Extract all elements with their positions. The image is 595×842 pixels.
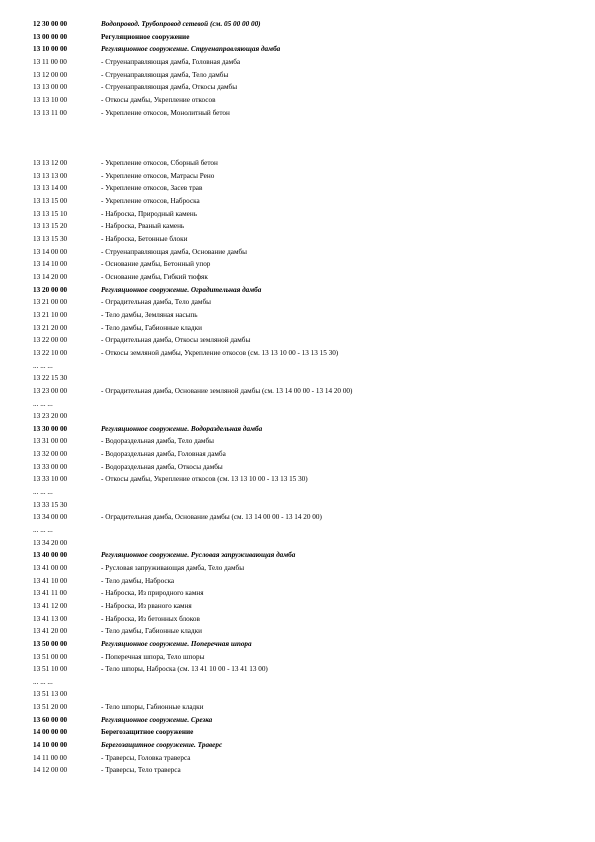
classifier-description: - Поперечная шпора, Тело шпоры (101, 652, 205, 661)
classifier-code: 13 33 15 30 (33, 500, 68, 509)
classifier-code: 13 41 11 00 (33, 589, 67, 598)
classifier-code: 13 51 13 00 (33, 690, 68, 699)
classifier-row (0, 349, 595, 360)
classifier-code: 13 41 13 00 (33, 614, 68, 623)
classifier-code: 13 51 00 00 (33, 652, 68, 661)
classifier-code: 13 41 20 00 (33, 627, 68, 636)
classifier-row (0, 539, 595, 550)
classifier-row (0, 71, 595, 82)
classifier-row (0, 564, 595, 575)
classifier-row (0, 425, 595, 436)
classifier-row (0, 311, 595, 322)
classifier-code: 14 10 00 00 (33, 741, 68, 750)
classifier-code: 13 00 00 00 (33, 32, 68, 41)
classifier-description: - Тело дамбы, Земляная насыпь (101, 310, 198, 319)
classifier-code: 13 41 12 00 (33, 601, 68, 610)
classifier-row (0, 298, 595, 309)
classifier-row (0, 627, 595, 638)
classifier-row (0, 147, 595, 158)
classifier-description: - Траверсы, Головка траверса (101, 753, 191, 762)
classifier-row (0, 387, 595, 398)
classifier-code: 13 13 15 00 (33, 197, 68, 206)
classifier-description: - Наброска, Из бетонных блоков (101, 614, 200, 623)
classifier-code: 13 21 10 00 (33, 310, 68, 319)
classifier-code: 13 13 15 30 (33, 235, 68, 244)
classifier-description: - Струенаправляющая дамба, Основание дамбы (101, 247, 247, 256)
classifier-description: - Откосы дамбы, Укрепление откосов (101, 95, 216, 104)
classifier-description: - Оградительная дамба, Откосы земляной дамбы (101, 336, 251, 345)
classifier-description: Водопровод. Трубопровод сетевой (см. 05 00 00 00) (101, 20, 261, 28)
classifier-description: - Наброска, Природный камень (101, 209, 197, 218)
classifier-description: Берегозащитное сооружение. Траверс (101, 741, 223, 750)
classifier-description: - Оградительная дамба, Тело дамбы (101, 298, 211, 307)
classifier-code: 13 50 00 00 (33, 639, 68, 648)
classifier-row (0, 653, 595, 664)
classifier-row (0, 83, 595, 94)
classifier-row (0, 197, 595, 208)
classifier-code: 13 13 14 00 (33, 184, 68, 193)
classifier-code: 13 34 00 00 (33, 513, 68, 522)
classifier-row (0, 766, 595, 777)
classifier-row (0, 374, 595, 385)
classifier-code: 13 22 15 30 (33, 374, 68, 383)
classifier-code: 13 33 00 00 (33, 462, 68, 471)
classifier-description: Берегозащитное сооружение (101, 728, 194, 737)
classifier-description: - Укрепление откосов, Монолитный бетон (101, 108, 230, 117)
classifier-row (0, 475, 595, 486)
classifier-code: ... ... ... (33, 526, 53, 534)
classifier-code: 13 14 20 00 (33, 273, 68, 281)
classifier-row (0, 324, 595, 335)
classifier-row (0, 678, 595, 689)
classifier-description: - Водораздельная дамба, Откосы дамбы (101, 462, 223, 471)
classifier-row (0, 551, 595, 562)
classifier-row (0, 159, 595, 170)
classifier-description: Регуляционное сооружение. Поперечная шпора (101, 639, 252, 648)
classifier-code: 13 60 00 00 (33, 715, 68, 724)
classifier-code: 13 41 10 00 (33, 576, 68, 585)
classifier-code: 13 34 20 00 (33, 538, 68, 547)
classifier-row (0, 20, 595, 31)
classifier-row (0, 754, 595, 765)
classifier-row (0, 615, 595, 626)
classifier-code: 14 11 00 00 (33, 753, 67, 762)
classifier-row (0, 526, 595, 537)
classifier-description: - Струенаправляющая дамба, Откосы дамбы (101, 83, 238, 92)
classifier-code: 13 30 00 00 (33, 424, 68, 433)
classifier-row (0, 33, 595, 44)
classifier-code: ... ... ... (33, 488, 53, 497)
classifier-code: 13 13 15 10 (33, 209, 68, 218)
classifier-row (0, 602, 595, 613)
classifier-code: 13 13 15 20 (33, 222, 68, 231)
classifier-code: ... ... ... (33, 361, 53, 370)
classifier-description: - Струенаправляющая дамба, Головная дамба (101, 57, 241, 66)
classifier-code: 13 13 12 00 (33, 159, 68, 168)
classifier-code: 13 51 10 00 (33, 665, 68, 674)
classifier-code: 13 40 00 00 (33, 551, 68, 560)
classifier-row (0, 400, 595, 411)
classifier-row (0, 437, 595, 448)
classifier-row (0, 336, 595, 347)
classifier-row (0, 463, 595, 474)
classifier-code: 13 13 11 00 (33, 108, 67, 117)
classifier-code: 13 22 10 00 (33, 348, 68, 357)
classifier-description: - Откосы дамбы, Укрепление откосов (см. 13 13 10 00 - 13 13 15 30) (101, 475, 308, 484)
classifier-row (0, 703, 595, 714)
classifier-description: Регуляционное сооружение. Струенаправляющая дамба (101, 45, 281, 54)
classifier-description: - Водораздельная дамба, Тело дамбы (101, 437, 214, 446)
classifier-description: - Оградительная дамба, Основание дамбы (см. 13 14 00 00 - 13 14 20 00) (101, 513, 322, 522)
classifier-description: - Наброска, Из природного камня (101, 589, 204, 598)
classifier-code: 13 33 10 00 (33, 475, 68, 484)
classifier-code: 12 30 00 00 (33, 20, 68, 28)
classifier-code: 13 21 00 00 (33, 298, 68, 307)
classifier-code: 14 12 00 00 (33, 766, 68, 775)
classifier-code: 13 13 00 00 (33, 83, 68, 92)
classifier-row (0, 716, 595, 727)
classifier-description: - Тело дамбы, Габионные кладки (101, 323, 202, 332)
classifier-row (0, 172, 595, 183)
classifier-description: - Тело шпоры, Наброска (см. 13 41 10 00 - 13 41 13 00) (101, 665, 268, 674)
classifier-description: - Водораздельная дамба, Головная дамба (101, 450, 226, 459)
classifier-code: ... ... ... (33, 677, 53, 686)
classifier-row (0, 109, 595, 120)
classifier-description: - Струенаправляющая дамба, Тело дамбы (101, 70, 229, 79)
classifier-description: - Основание дамбы, Бетонный упор (101, 260, 211, 269)
classifier-code: 13 51 20 00 (33, 703, 68, 712)
classifier-row (0, 248, 595, 259)
classifier-description: - Основание дамбы, Гибкий тюфяк (101, 273, 208, 281)
classifier-code: 13 20 00 00 (33, 285, 68, 294)
classifier-description: - Тело дамбы, Наброска (101, 576, 175, 585)
classifier-code: ... ... ... (33, 399, 53, 408)
classifier-row (0, 577, 595, 588)
classifier-code: 13 32 00 00 (33, 450, 68, 459)
classifier-code: 13 41 00 00 (33, 563, 68, 572)
classifier-description: - Траверсы, Тело траверса (101, 766, 181, 775)
classifier-description: Регуляционное сооружение. Русловая запруживающая дамба (101, 551, 296, 560)
classifier-row (0, 690, 595, 701)
classifier-row (0, 121, 595, 132)
classifier-description: Регуляционное сооружение. Водораздельная дамба (101, 424, 263, 433)
classifier-row (0, 273, 595, 284)
classifier-row (0, 45, 595, 56)
classifier-row (0, 412, 595, 423)
classifier-code: 13 10 00 00 (33, 45, 68, 54)
classifier-row (0, 728, 595, 739)
classifier-row (0, 260, 595, 271)
classifier-row (0, 235, 595, 246)
classifier-description: Регуляционное сооружение (101, 32, 190, 41)
classifier-description: - Укрепление откосов, Матрасы Рено (101, 171, 215, 180)
classifier-code: 13 31 00 00 (33, 437, 68, 446)
classifier-row (0, 222, 595, 233)
classifier-code: 13 23 20 00 (33, 412, 68, 421)
classifier-row (0, 210, 595, 221)
classifier-code: 14 00 00 00 (33, 728, 68, 737)
classifier-row (0, 589, 595, 600)
classifier-description: - Укрепление откосов, Сборный бетон (101, 159, 218, 168)
classifier-description: - Русловая запруживающая дамба, Тело дамбы (101, 563, 245, 572)
classifier-row (0, 513, 595, 524)
classifier-code: 13 23 00 00 (33, 386, 68, 395)
classifier-row (0, 58, 595, 69)
classifier-description: - Наброска, Из рваного камня (101, 601, 192, 610)
classifier-description: - Тело шпоры, Габионные кладки (101, 703, 204, 712)
classifier-description: - Наброска, Бетонные блоки (101, 235, 188, 244)
classifier-row (0, 488, 595, 499)
classifier-description: - Откосы земляной дамбы, Укрепление откосов (см. 13 13 10 00 - 13 13 15 30) (101, 348, 339, 357)
classifier-row (0, 640, 595, 651)
classifier-row (0, 501, 595, 512)
classifier-row (0, 665, 595, 676)
classifier-row (0, 741, 595, 752)
classifier-code: 13 13 10 00 (33, 95, 68, 104)
classifier-code: 13 13 13 00 (33, 171, 68, 180)
classifier-row (0, 450, 595, 461)
classifier-description: - Тело дамбы, Габионные кладки (101, 627, 202, 636)
classifier-description: - Наброска, Рваный камень (101, 222, 185, 231)
classifier-code: 13 14 10 00 (33, 260, 68, 269)
classifier-code: 13 12 00 00 (33, 70, 68, 79)
classifier-code: 13 21 20 00 (33, 323, 68, 332)
classifier-description: - Укрепление откосов, Засев трав (101, 184, 203, 193)
classifier-code: 13 22 00 00 (33, 336, 68, 345)
classifier-code: 13 14 00 00 (33, 247, 68, 256)
classifier-description: Регуляционное сооружение. Срезка (101, 715, 213, 724)
classifier-description: - Укрепление откосов, Наброска (101, 197, 200, 206)
classifier-description: - Оградительная дамба, Основание земляной дамбы (см. 13 14 00 00 - 13 14 20 00) (101, 386, 353, 395)
classifier-code: 13 11 00 00 (33, 57, 67, 66)
classifier-row (0, 184, 595, 195)
classifier-row (0, 134, 595, 145)
classifier-row (0, 286, 595, 297)
classifier-description: Регуляционное сооружение. Оградительная дамба (101, 285, 262, 294)
classifier-row (0, 96, 595, 107)
classifier-row (0, 362, 595, 373)
